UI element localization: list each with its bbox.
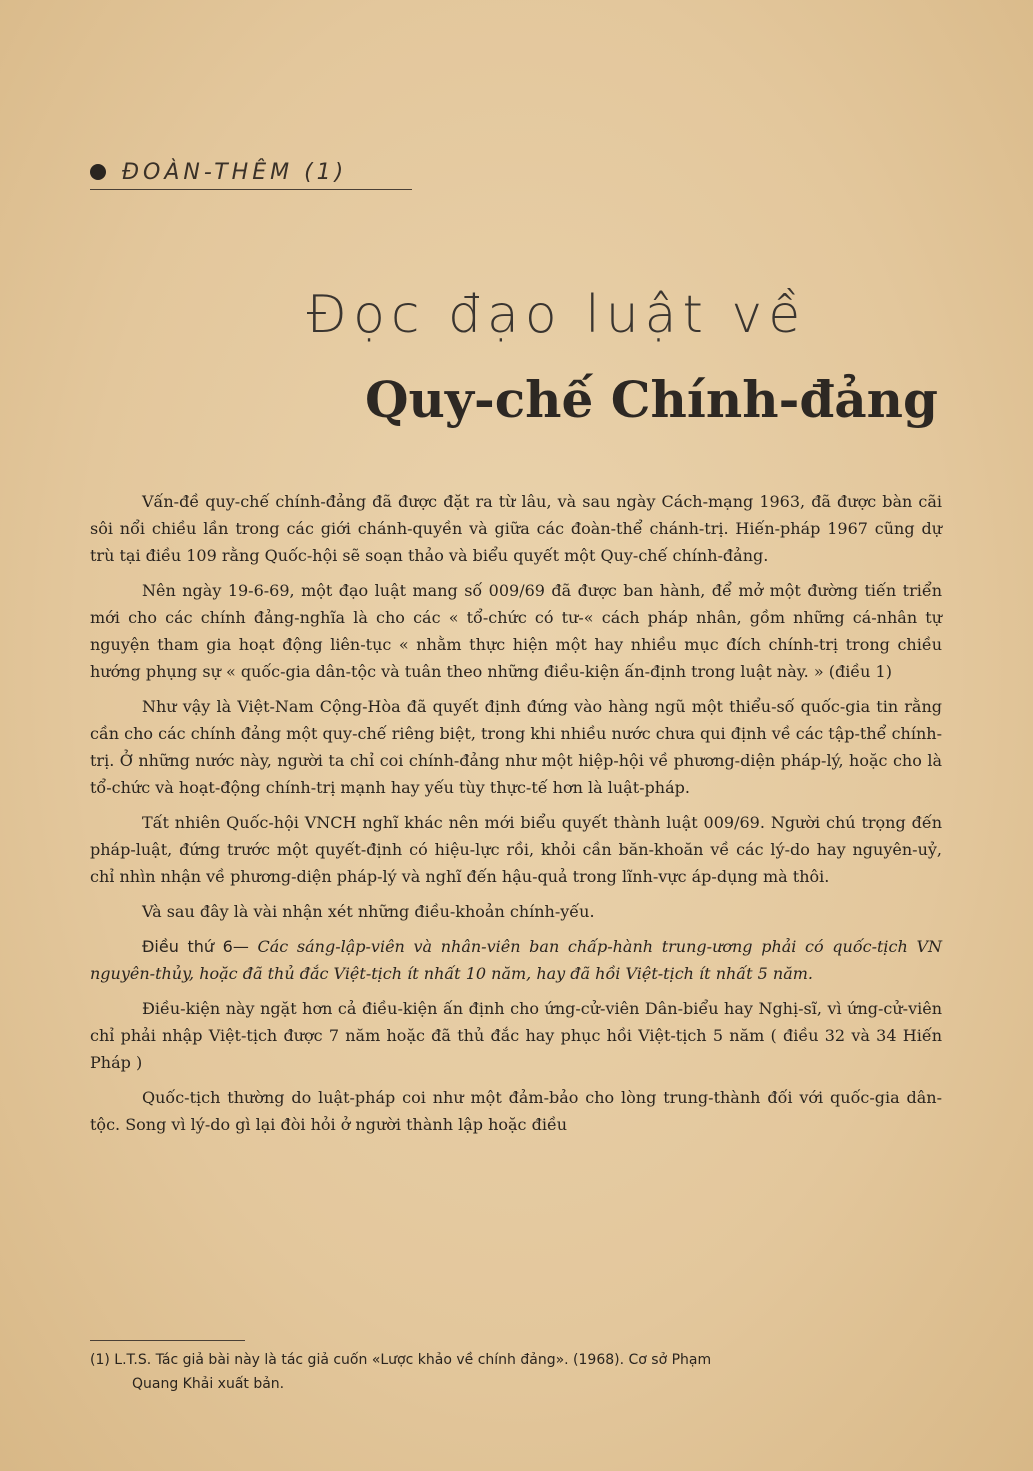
footnote xyxy=(90,1348,942,1396)
paragraph-2: Nên ngày 19-6-69, một đạo luật mang số 009/69 đã được ban hành, để mở một đường tiến triển mới cho các chính đảng-nghĩa là cho các « tổ-chức có tư-« cách pháp nhân, gồm những cá-nhân tự nguyện tham gia hoạt động liên-tục « nhằm thực hiện một hay nhiều mục đích chính-trị trong chiều hướng phụng sự « quốc-gia dân-tộc và tuân theo những điều-kiện ấn-định trong luật này. » (điều 1) xyxy=(90,581,942,681)
paragraph-5: Và sau đây là vài nhận xét những điều-khoản chính-yếu. xyxy=(142,902,595,921)
paragraph-7: Điều-kiện này ngặt hơn cả điều-kiện ấn định cho ứng-cử-viên Dân-biểu hay Nghị-sĩ, vì ứng-cử-viên chỉ phải nhập Việt-tịch được 7 năm hoặc đã thủ đắc hay phục hồi Việt-tịch 5 năm ( điều 32 và 34 Hiến Pháp ) xyxy=(90,999,942,1072)
article-6-text: Các sáng-lập-viên và nhân-viên ban chấp-hành trung-ương phải có quốc-tịch VN nguyên-thủy, hoặc đã thủ đắc Việt-tịch ít nhất 10 năm, hay đã hồi Việt-tịch ít nhất 5 năm. xyxy=(90,937,943,983)
paragraph-3: Như vậy là Việt-Nam Cộng-Hòa đã quyết định đứng vào hàng ngũ một thiểu-số quốc-gia tin rằng cần cho các chính đảng một quy-chế riêng biệt, trong khi nhiều nước chưa qui định về các tập-thể chính-trị. Ở những nước này, người ta chỉ coi chính-đảng như một hiệp-hội về phương-diện pháp-lý, hoặc cho là tổ-chức và hoạt-động chính-trị mạnh hay yếu tùy thực-tế hơn là luật-pháp. xyxy=(90,697,942,797)
author-byline xyxy=(90,160,412,190)
footnote-line2: Quang Khải xuất bản. xyxy=(132,1376,285,1392)
author-name: ĐOÀN-THÊM (1) xyxy=(122,160,348,185)
article-6-label: Điều thứ 6— xyxy=(142,937,249,956)
paragraph-8: Quốc-tịch thường do luật-pháp coi như một đảm-bảo cho lòng trung-thành đối với quốc-gia dân-tộc. Song vì lý-do gì lại đòi hỏi ở người thành lập hoặc điều xyxy=(90,1088,942,1134)
bullet-icon xyxy=(90,164,106,180)
footnote-divider xyxy=(90,1340,245,1341)
paragraph-1: Vấn-đề quy-chế chính-đảng đã được đặt ra từ lâu, và sau ngày Cách-mạng 1963, đã được bàn cãi sôi nổi chiều lần trong các giới chánh-quyền và giữa các đoàn-thể chánh-trị. Hiến-pháp 1967 cũng dự trù tại điều 109 rằng Quốc-hội sẽ soạn thảo và biểu quyết một Quy-chế chính-đảng. xyxy=(90,492,942,565)
footnote-line1: (1) L.T.S. Tác giả bài này là tác giả cuốn «Lược khảo về chính đảng». (1968). Cơ sở Phạm xyxy=(90,1352,712,1368)
article-body xyxy=(90,488,942,1146)
article-title-line2: Quy-chế Chính-đảng xyxy=(365,370,938,429)
paragraph-4: Tất nhiên Quốc-hội VNCH nghĩ khác nên mới biểu quyết thành luật 009/69. Người chú trọng đến pháp-luật, đứng trước một quyết-định có hiệu-lực rồi, khỏi cần băn-khoăn về các lý-do hay nguyên-uỷ, chỉ nhìn nhận về phương-diện pháp-lý và nghĩ đến hậu-quả trong lĩnh-vực áp-dụng mà thôi. xyxy=(90,813,942,886)
paragraph-6 xyxy=(90,933,942,987)
article-title-line1: Đọc đạo luật về xyxy=(306,285,807,345)
